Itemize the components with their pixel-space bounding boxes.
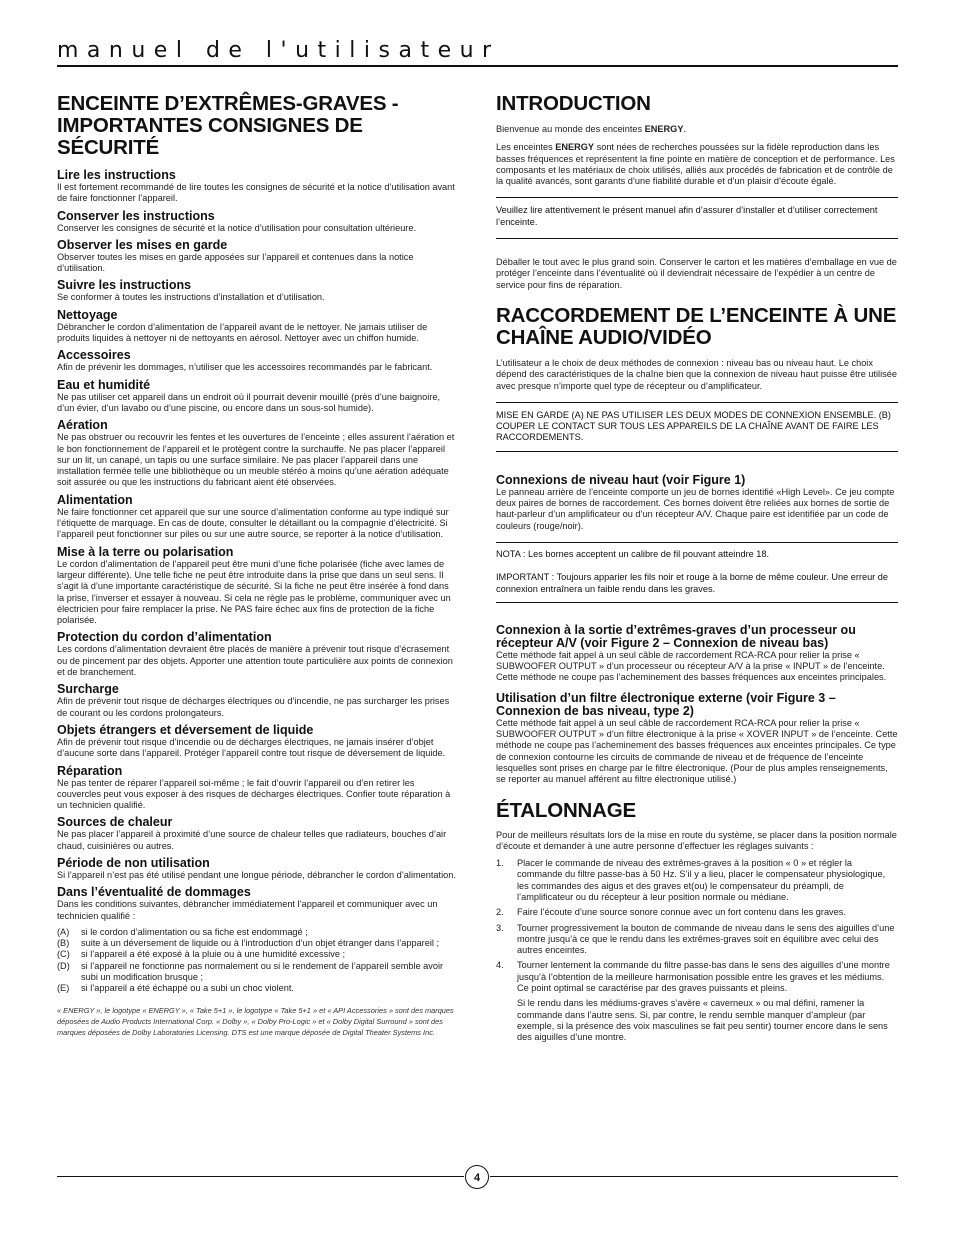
safety-item-heading: Protection du cordon d’alimentation — [57, 630, 272, 645]
safety-item-heading: Suivre les instructions — [57, 278, 192, 293]
filter-text: Cette méthode fait appel à un seul câble de raccordement RCA-RCA pour relier la prise « SUBWOOFER OUTPUT » d’un filtre électronique à la prise « XOVER INPUT » de l’enceinte. Cette méthode ne coupe pas l’acheminement des basses fréquences aux enceintes principales. Ce type de connexion contourne les circuits de commande de niveau et de fréquence de l’enceinte lesquelles sont prises en charge par le filtre électronique. (Pour de plus amples renseignements, se reporter au manuel afférent au filtre électronique utilisé.) — [496, 717, 898, 785]
safety-item-heading: Eau et humidité — [57, 377, 151, 392]
safety-item — [57, 419, 458, 488]
safety-item-text: Conserver les consignes de sécurité et la notice d’utilisation pour consultation ultérieure. — [57, 222, 417, 233]
sub-output-text: Cette méthode fait appel à un seul câble de raccordement RCA-RCA pour relier la prise « SUBWOOFER OUTPUT » d’un processeur ou récepteur A/V à la prise « INPUT » de l’enceinte. Cette méthode ne coupe pas l’acheminement des basses fréquences aux enceintes principales. — [496, 649, 887, 683]
calibration-step — [496, 923, 898, 957]
divider — [496, 197, 898, 198]
safety-item — [57, 765, 458, 812]
divider — [496, 602, 898, 603]
safety-item-heading: Objets étrangers et déversement de liquide — [57, 722, 314, 737]
safety-item-heading: Accessoires — [57, 348, 131, 363]
safety-item — [57, 886, 458, 922]
safety-item-text: Les cordons d’alimentation devraient être placés de manière à prévenir tout risque d’écrasement ou de pincement par des objets. Apporter une attention toute particulière aux points de connexion et de branchement. — [57, 644, 453, 678]
safety-item — [57, 279, 458, 303]
safety-item — [57, 210, 458, 234]
safety-item-heading: Alimentation — [57, 492, 133, 507]
safety-item-text: Ne pas obstruer ou recouvrir les fentes et les ouvertures de l’enceinte ; elles assurent l’aération et le bon fonctionnement de l’appareil et le protègent contre la surchauffe. Ne pas placer l’appareil sur un lit, un canapé, un tapis ou une surface similaire. Ne pas placer l’appareil dans une installation fermée telle une bibliothèque ou un meuble stéréo à moins qu’une aération adéquate soit assurée ou que les instructions du fabricant aient été observées. — [57, 432, 455, 488]
safety-item — [57, 724, 458, 760]
safety-item — [57, 683, 458, 719]
safety-item-heading: Nettoyage — [57, 307, 118, 322]
divider — [496, 451, 898, 452]
intro-title: INTRODUCTION — [496, 92, 651, 115]
safety-item — [57, 309, 458, 345]
safety-item — [57, 857, 458, 881]
safety-item-text: Dans les conditions suivantes, débrancher immédiatement l’appareil et communiquer avec un technicien qualifié : — [57, 899, 438, 921]
damage-list-item — [57, 938, 458, 949]
intro-text: Les enceintes ENERGY sont nées de recherches poussées sur la fidèle reproduction dans les basses fréquences et représentent la fine pointe en matière de conception et de performance. Les composants et les matériaux de choix utilisés, alliés aux procédés de fabrication et de contrôle de la qualité avancés, sont garants d’une fiabilité durable et d’un plaisir d’écoute égalé. — [496, 142, 895, 187]
safety-item-heading: Lire les instructions — [57, 168, 176, 182]
damage-list-letter: (D) — [57, 960, 70, 971]
high-level-heading: Connexions de niveau haut (voir Figure 1) — [496, 472, 746, 487]
safety-item-text: Si l’appareil n’est pas été utilisé pendant une longue période, débrancher le cordon d’alimentation. — [57, 869, 456, 880]
step4-extra: Si le rendu dans les médiums-graves s’avère « caverneux » ou mal défini, ramener la commande dans l’autre sens. Si, par contre, le rendu semble manquer d’ampleur (par exemple, si la présence des voix masculines se fait peu sentir) tourner encore dans le sens des aiguilles d’une montre. — [517, 998, 888, 1043]
step-number: 3. — [496, 922, 504, 933]
damage-list-item — [57, 961, 458, 984]
connection-intro: L’utilisateur a le choix de deux méthodes de connexion : niveau bas ou niveau haut. Le choix dépend des caractéristiques de la chaîne bien que la connexion de niveau haut puisse être utilisée avec presque n’importe quel type de récepteur ou d’amplificateur. — [496, 357, 897, 391]
safety-item — [57, 169, 458, 205]
step-number: 1. — [496, 858, 504, 869]
safety-item-text: Ne pas utiliser cet appareil dans un endroit où il pourrait devenir mouillé (près d’une baignoire, d’un évier, d’un lavabo ou d’une piscine, ou encore dans un sous-sol humide). — [57, 391, 441, 413]
divider — [496, 238, 898, 239]
safety-item-text: Ne faire fonctionner cet appareil que sur une source d’alimentation conforme au type indiqué sur l’étiquette de marquage. En cas de doute, consulter le détaillant ou la compagnie d’électricité. Si l’appareil peut fonctionner sur piles ou sur une autre source, se reporter à la notice d’utilisation. — [57, 506, 449, 540]
footer-rule — [57, 1176, 464, 1177]
damage-list-text: si l’appareil a été échappé ou a subi un choc violent. — [81, 983, 294, 994]
safety-item — [57, 349, 458, 373]
safety-item-heading: Surcharge — [57, 682, 119, 697]
unpack-text: Déballer le tout avec le plus grand soin. Conserver le carton et les matières d’emballage en vue de protéger l’enceinte dans l’éventualité où il deviendrait nécessaire de l’expédier à un centre de service pour fins de réparation. — [496, 257, 897, 290]
page-number: 4 — [465, 1165, 489, 1189]
safety-item-text: Ne pas tenter de réparer l’appareil soi-même ; le fait d’ouvrir l’appareil ou d’en retirer les couvercles peut vous exposer à des risques de décharges électriques. Confier toute réparation à un technicien qualifié. — [57, 777, 451, 811]
safety-item-text: Afin de prévenir tout risque d’incendie ou de décharges électriques, ne jamais insérer d’objet d’aucune sorte dans l’appareil. Protéger l’appareil contre tout risque de déversement de liquide. — [57, 736, 446, 759]
safety-item-heading: Réparation — [57, 763, 123, 778]
read-manual-note: Veuillez lire attentivement le présent manuel afin d’assurer d’installer et d’utiliser correctement l’enceinte. — [496, 205, 878, 227]
calibration-intro: Pour de meilleurs résultats lors de la mise en route du système, se placer dans la position normale d’écoute et demander à une autre personne d’effectuer les réglages suivants : — [496, 829, 897, 851]
step-number: 4. — [496, 960, 504, 971]
step-text: Tourner lentement la commande du filtre passe-bas dans le sens des aiguilles d’une montre jusqu’à l’obtention de la meilleure harmonisation possible entre les graves et les médiums. Ce point optimal se caractérise par des graves puissants et pleins. — [517, 960, 890, 994]
important-text: IMPORTANT : Toujours apparier les fils noir et rouge à la borne de même couleur. Une erreur de connexion entraînera un faible rendu dans les graves. — [496, 572, 889, 594]
footer-rule — [490, 1176, 898, 1177]
safety-item — [57, 631, 458, 678]
left-column — [57, 93, 458, 1038]
connection-title: RACCORDEMENT DE L’ENCEINTE À UNE CHAÎNE AUDIO/VIDÉO — [496, 303, 897, 349]
damage-list-text: suite à un déversement de liquide ou à l’introduction d’un objet étranger dans l’appareil ; — [81, 938, 440, 949]
damage-list-item — [57, 927, 458, 938]
safety-item — [57, 546, 458, 627]
safety-item-heading: Aération — [57, 418, 108, 433]
damage-list-text: si le cordon d’alimentation ou sa fiche est endommagé ; — [81, 926, 308, 937]
warning-text: MISE EN GARDE (A) NE PAS UTILISER LES DEUX MODES DE CONNEXION ENSEMBLE. (B) COUPER LE CONTACT SUR TOUS LES APPAREILS DE LA CHAÎNE AVANT DE FAIRE LES RACCORDEMENTS. — [496, 409, 891, 443]
damage-list-text: si l’appareil ne fonctionne pas normalement ou si le rendement de l’appareil semble avoir subi un modification brusque ; — [81, 960, 444, 983]
damage-list-text: si l’appareil a été exposé à la pluie ou à une humidité excessive ; — [81, 949, 346, 960]
filter-heading: Utilisation d’un filtre électronique externe (voir Figure 3 – Connexion de bas niveau, type 2) — [496, 690, 836, 718]
divider — [496, 542, 898, 543]
safety-item-heading: Dans l’éventualité de dommages — [57, 885, 251, 900]
header-rule — [57, 65, 898, 67]
safety-items — [57, 169, 458, 922]
step-text: Faire l’écoute d’une source sonore connue avec un fort contenu dans les graves. — [517, 907, 846, 918]
damage-list-item — [57, 949, 458, 960]
safety-item — [57, 494, 458, 541]
safety-item-text: Afin de prévenir les dommages, n’utiliser que les accessoires recommandés par le fabricant. — [57, 362, 433, 373]
nota-text: NOTA : Les bornes acceptent un calibre de fil pouvant atteindre 18. — [496, 548, 770, 559]
safety-item-text: Il est fortement recommandé de lire toutes les consignes de sécurité et la notice d’utilisation avant de faire fonctionner l’appareil. — [57, 182, 455, 204]
damage-list-letter: (C) — [57, 949, 70, 960]
calibration-title: ÉTALONNAGE — [496, 798, 636, 822]
calibration-steps — [496, 858, 898, 994]
safety-item-heading: Mise à la terre ou polarisation — [57, 544, 234, 559]
damage-list-letter: (B) — [57, 938, 70, 949]
safety-item-text: Afin de prévenir tout risque de décharges électriques ou d’incendie, ne pas surcharger les prises de courant ou les cordons prolongateurs. — [57, 696, 450, 718]
damage-list-letter: (A) — [57, 926, 70, 937]
safety-item-heading: Sources de chaleur — [57, 815, 173, 830]
calibration-step — [496, 858, 898, 903]
brand-name: ENERGY — [644, 124, 684, 134]
welcome-text: Bienvenue au monde des enceintes ENERGY. — [496, 124, 687, 134]
trademark-footnote: « ENERGY », le logotype « ENERGY », « Take 5+1 », le logotype « Take 5+1 » et « API Accessories » sont des marques déposées de Audio Products International Corp. « Dolby », « Dolby Pro-Logic » et « Dolby Digital Surround » sont des marques déposées de Dolby Laboratories Licensing. DTS est une marque déposée de Digital Theater Systems Inc. — [57, 1005, 454, 1038]
damage-list-letter: (E) — [57, 983, 70, 994]
step-number: 2. — [496, 907, 504, 918]
safety-item-text: Le cordon d’alimentation de l’appareil peut être muni d’une fiche polarisée (fiche avec lames de largeur différente). Une telle fiche ne peut être introduite dans la prise que dans un seul sens. Il s’agit là d’une importante caractéristique de sécurité. Si la fiche ne peut être insérée à fond dans la prise, l’inverser et essayer à nouveau. Si cela ne règle pas le problème, communiquer avec un électricien pour faire remplacer la prise. Ne PAS faire échec aux fins de protection de la fiche polarisée. — [57, 558, 451, 626]
safety-item-text: Se conformer à toutes les instructions d’installation et d’utilisation. — [57, 292, 325, 303]
damage-list — [57, 927, 458, 995]
right-column — [496, 93, 898, 1044]
step-text: Tourner progressivement la bouton de commande de niveau dans le sens des aiguilles d’une montre jusqu’à ce que le rendu dans les extrêmes-graves soit en équilibre avec celui des autres enceintes. — [517, 922, 895, 956]
safety-item — [57, 239, 458, 275]
safety-item-text: Débrancher le cordon d’alimentation de l’appareil avant de le nettoyer. Ne jamais utiliser de produits liquides à nettoyer ni de nettoyants en aérosol. Nettoyer avec un chiffon humide. — [57, 321, 428, 344]
brand-name: ENERGY — [555, 142, 595, 153]
safety-title: ENCEINTE D’EXTRÊMES-GRAVES - IMPORTANTES CONSIGNES DE SÉCURITÉ — [57, 92, 399, 159]
high-level-text: Le panneau arrière de l’enceinte comporte un jeu de bornes identifié «High Level». Ce jeu compte deux paires de bornes de raccordement. Ces bornes doivent être reliées aux bornes de sortie de haut-parleur d’un amplificateur ou d’un récepteur A/V. Chaque paire est identifiée par un code de couleurs (rouge/noir). — [496, 486, 895, 531]
divider — [496, 402, 898, 403]
safety-item-text: Ne pas placer l’appareil à proximité d’une source de chaleur telles que radiateurs, bouches d’air chaud, cuisinières ou autres. — [57, 829, 447, 851]
safety-item — [57, 816, 458, 852]
safety-item-heading: Période de non utilisation — [57, 855, 210, 870]
damage-list-item — [57, 983, 458, 994]
safety-item-heading: Observer les mises en garde — [57, 237, 228, 252]
safety-item — [57, 379, 458, 415]
step-text: Placer le commande de niveau des extrêmes-graves à la position « 0 » et régler la commande du filtre passe-bas à 50 Hz. S’il y a lieu, placer le compensateur physiologique, les commandes des aigus et des graves et(ou) le compensateur du préampli, de l’amplificateur ou du récepteur à leur position normale ou médiane. — [517, 858, 886, 902]
safety-item-text: Observer toutes les mises en garde apposées sur l’appareil et contenues dans la notice d’utilisation. — [57, 251, 414, 274]
calibration-step — [496, 907, 898, 918]
running-header: manuel de l'utilisateur — [57, 38, 500, 63]
safety-item-heading: Conserver les instructions — [57, 208, 215, 223]
calibration-step — [496, 960, 898, 994]
sub-output-heading: Connexion à la sortie d’extrêmes-graves d’un processeur ou récepteur A/V (voir Figure 2 – Connexion de niveau bas) — [496, 622, 856, 650]
